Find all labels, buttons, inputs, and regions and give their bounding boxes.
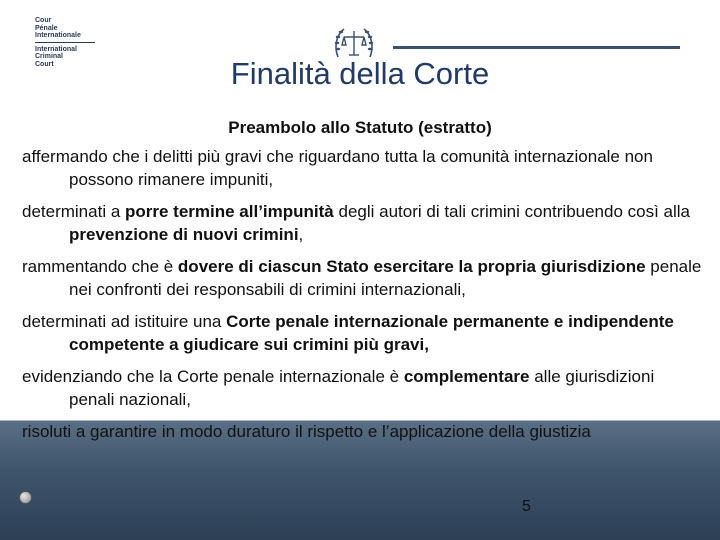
slide-title: Finalità della Corte [230, 56, 490, 91]
emphasis-text: porre termine all’impunità [125, 202, 334, 221]
paragraph-text: alle giurisdizioni penali nazionali, [69, 367, 655, 409]
paragraph-text: affermando che i delitti più gravi che riguardano tutta la comunità internazionale non possono rimanere impuniti, [22, 147, 653, 189]
logo-line: Court [35, 60, 54, 68]
slide-subtitle: Preambolo allo Statuto (estratto) [228, 118, 492, 137]
preamble-paragraph [22, 145, 702, 191]
paragraph-text: , [298, 225, 304, 244]
logo-separator [35, 42, 95, 43]
paragraph-text: penale nei confronti dei responsabili di crimini internazionali, [69, 257, 702, 299]
preamble-paragraph [22, 420, 702, 443]
paragraph-text: evidenziando che la Corte penale internazionale è [22, 367, 404, 386]
logo-line: Criminal [35, 53, 64, 60]
logo-line: Pénale [35, 24, 58, 32]
paragraph-text: rammentando che è [22, 257, 178, 276]
paragraph-text: degli autori di tali crimini contribuendo così alla [333, 202, 691, 221]
emphasis-text: Corte penale internazionale permanente e indipendente competente a giudicare sui crimini più gravi, [69, 312, 674, 354]
emphasis-text: complementare [403, 367, 530, 386]
preamble-paragraph [22, 200, 702, 246]
preamble-paragraph [22, 255, 702, 301]
round-bullet-icon [19, 491, 32, 504]
logo-line: International [35, 45, 78, 53]
emphasis-text: prevenzione di nuovi crimini [69, 225, 299, 244]
paragraph-text: risoluti a garantire in modo duraturo il rispetto e l’applicazione della giustizia [22, 422, 591, 441]
paragraph-text: determinati ad istituire una [22, 312, 227, 331]
page-number: 5 [522, 498, 531, 515]
paragraph-text: determinati a [22, 202, 125, 221]
header-rule [393, 46, 680, 49]
preamble-text [22, 145, 702, 452]
preamble-paragraph [22, 365, 702, 411]
preamble-paragraph [22, 310, 702, 356]
logo-line: Internationale [35, 32, 81, 39]
logo-line: Cour [35, 17, 52, 24]
emphasis-text: dovere di ciascun Stato esercitare la propria giurisdizione [177, 257, 646, 276]
